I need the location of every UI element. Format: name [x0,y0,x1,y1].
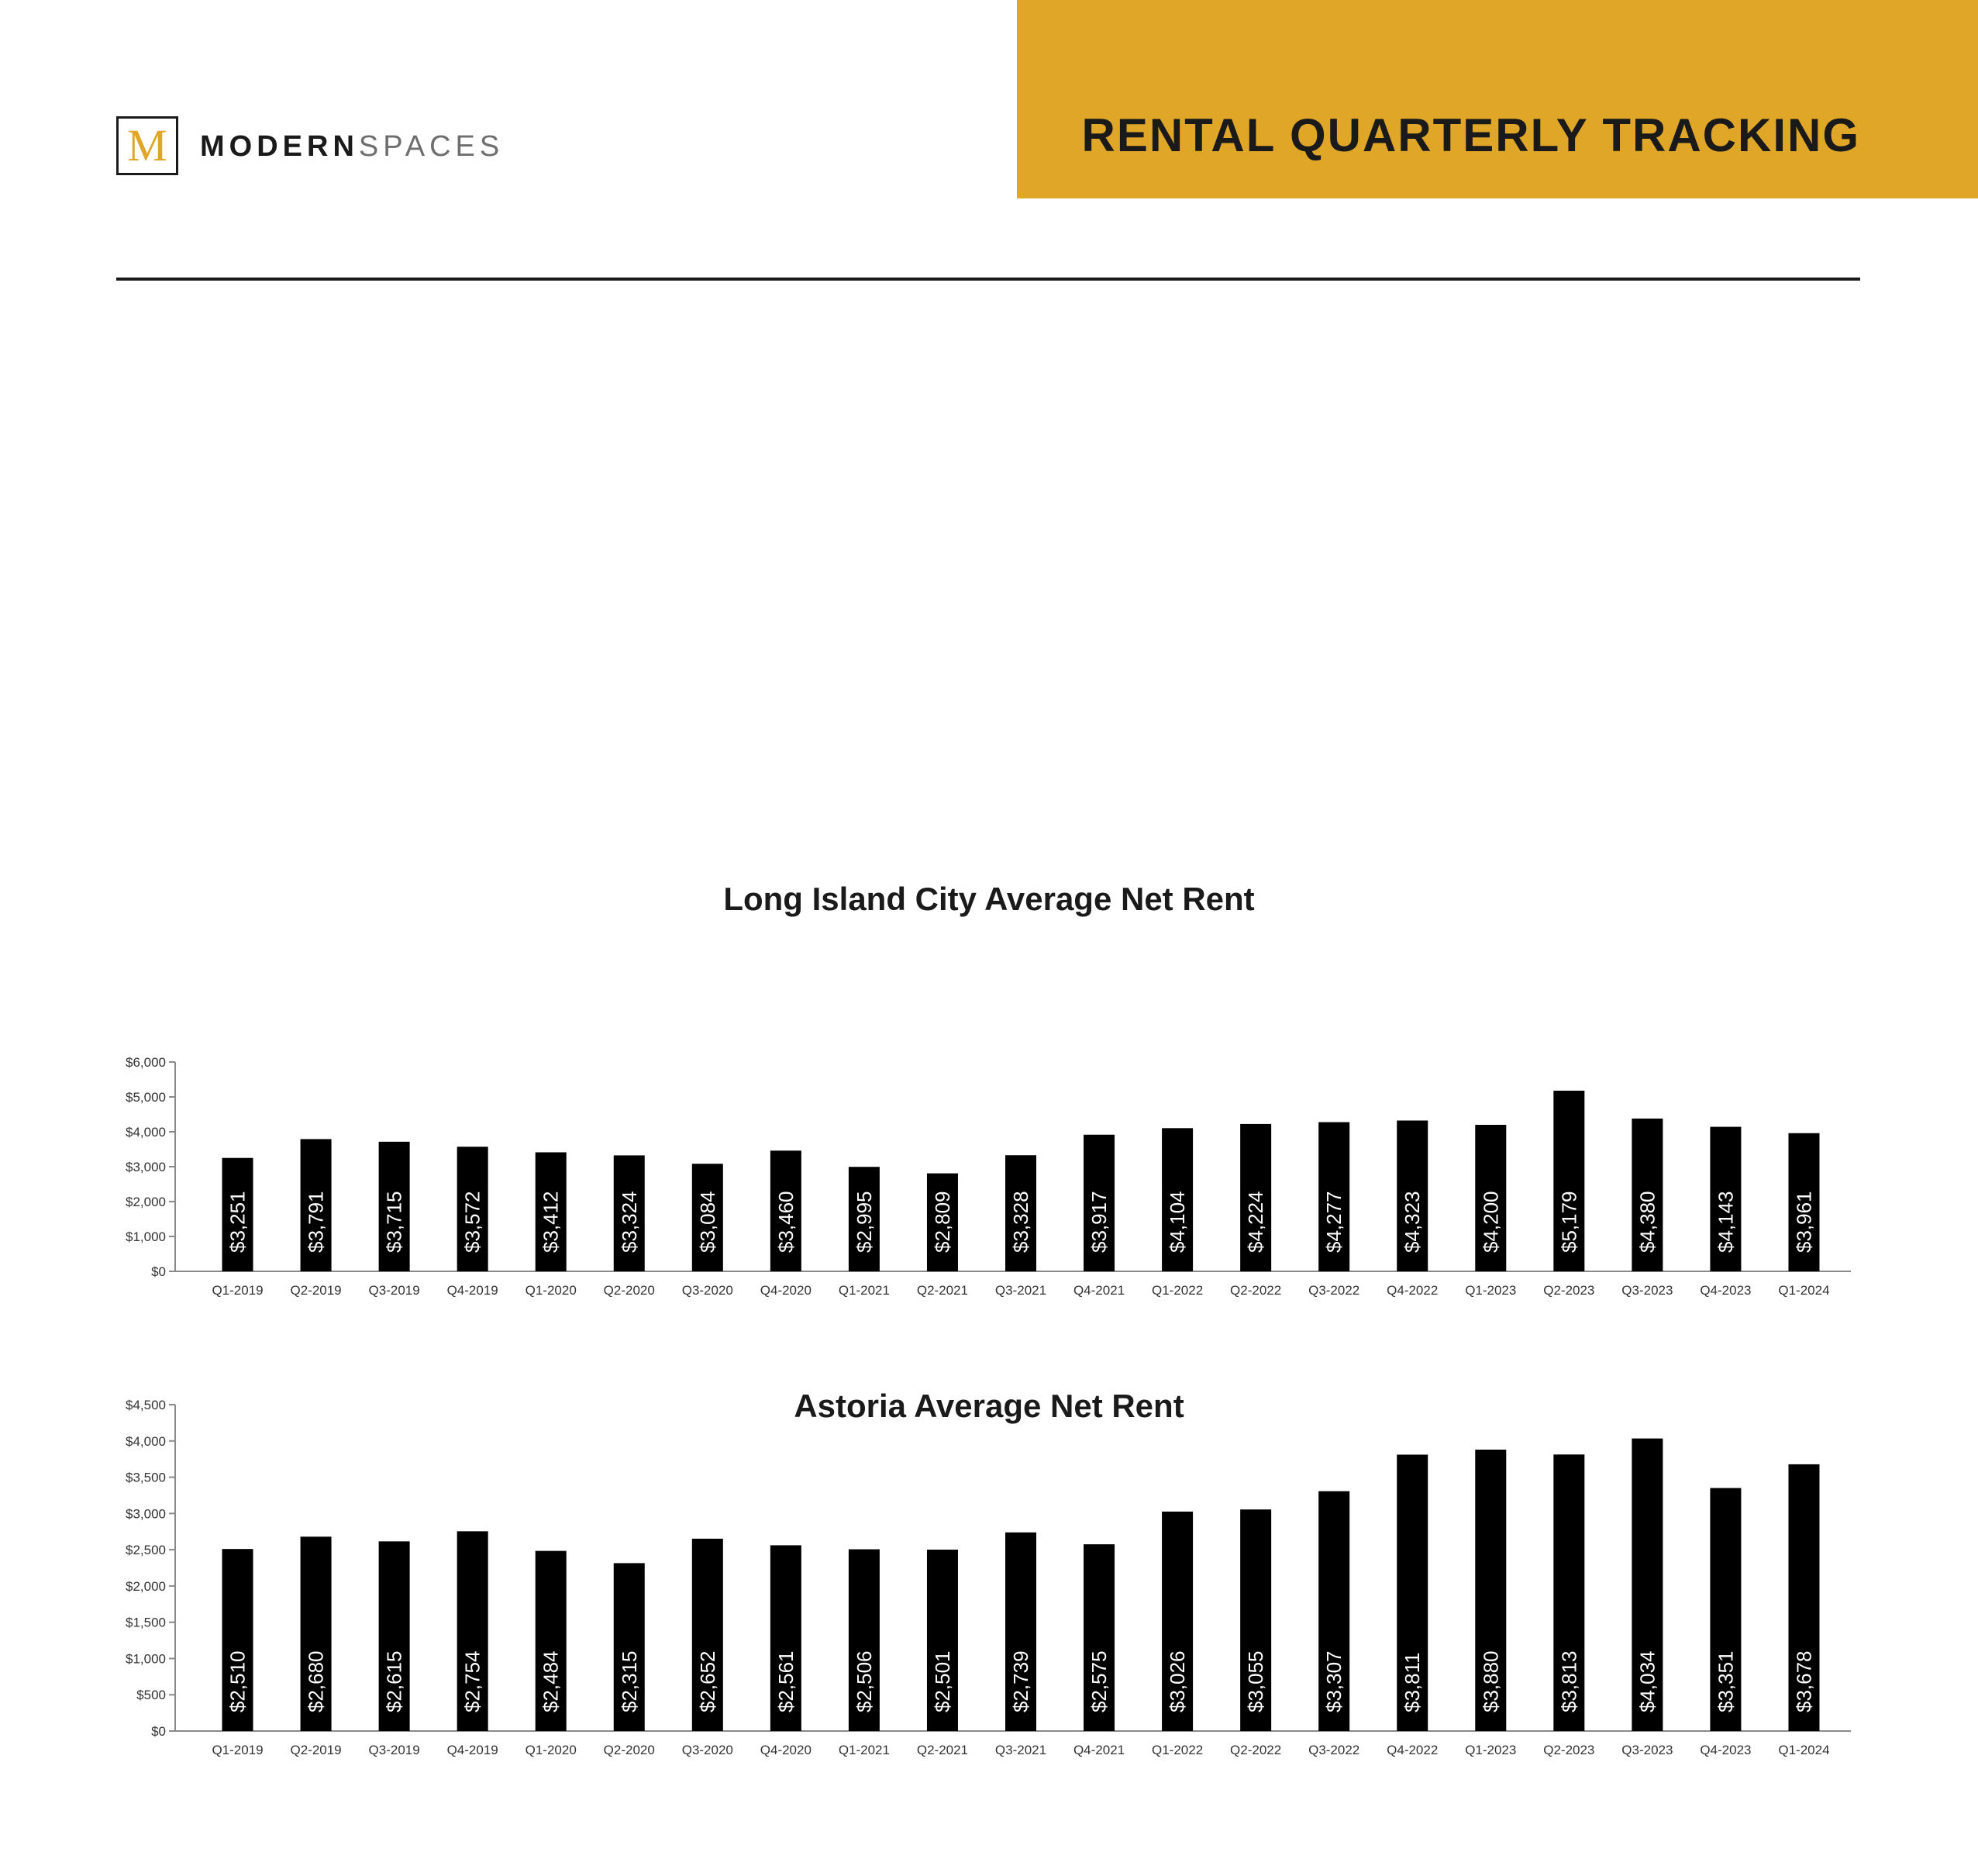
header-band [1017,0,1978,198]
data-label: $3,324 [617,1191,641,1253]
data-label: $2,680 [304,1650,328,1712]
y-tick-label: $6,000 [126,1055,166,1070]
x-tick-label: Q1-2022 [1152,1283,1204,1298]
y-tick-label: $2,000 [126,1195,166,1209]
x-tick-label: Q3-2019 [368,1743,420,1757]
data-label: $3,351 [1714,1650,1738,1712]
x-tick-label: Q2-2021 [916,1743,969,1757]
data-label: $3,251 [226,1191,250,1253]
data-label: $2,754 [460,1650,484,1712]
data-label: $3,026 [1166,1650,1190,1712]
data-label: $3,715 [382,1191,406,1253]
x-tick-label: Q1-2021 [838,1743,890,1757]
x-tick-label: Q3-2021 [994,1283,1047,1298]
x-tick-label: Q2-2020 [603,1743,655,1757]
x-tick-label: Q2-2019 [290,1743,342,1757]
y-tick-label: $3,000 [126,1506,166,1522]
y-tick-label: $1,000 [126,1229,166,1244]
x-tick-label: Q3-2022 [1308,1743,1360,1757]
data-label: $3,572 [460,1191,484,1253]
y-tick-label: $2,000 [126,1578,166,1594]
x-tick-label: Q4-2021 [1073,1743,1125,1757]
data-label: $3,961 [1792,1191,1816,1253]
data-label: $2,561 [774,1650,798,1712]
chart-title-lic: Long Island City Average Net Rent [723,881,1255,917]
data-label: $3,055 [1244,1650,1268,1712]
x-tick-label: Q4-2019 [446,1283,498,1298]
data-label: $3,412 [539,1191,563,1253]
x-tick-label: Q4-2023 [1700,1743,1752,1757]
x-tick-label: Q4-2019 [446,1743,498,1757]
y-tick-label: $4,000 [126,1125,166,1140]
data-label: $2,652 [695,1650,719,1712]
y-tick-label: $5,000 [126,1090,166,1105]
y-tick-label: $0 [151,1264,166,1279]
logo-mark: M [116,116,178,175]
x-tick-label: Q2-2023 [1543,1743,1595,1757]
data-label: $3,460 [774,1191,798,1253]
x-tick-label: Q1-2019 [212,1283,264,1298]
data-label: $2,506 [852,1650,876,1712]
x-tick-label: Q1-2020 [525,1283,577,1298]
data-label: $3,880 [1479,1650,1503,1712]
data-label: $4,224 [1244,1191,1268,1253]
data-label: $3,813 [1557,1650,1581,1712]
x-tick-label: Q4-2020 [760,1743,812,1757]
data-label: $3,328 [1009,1191,1032,1253]
x-tick-label: Q4-2020 [760,1283,812,1298]
x-tick-label: Q4-2022 [1387,1743,1439,1757]
data-label: $4,323 [1401,1191,1425,1253]
data-label: $2,809 [930,1191,954,1253]
data-label: $2,995 [852,1191,876,1253]
x-tick-label: Q4-2021 [1073,1283,1125,1298]
y-tick-label: $3,000 [126,1160,166,1174]
page-title: RENTAL QUARTERLY TRACKING [1081,109,1860,161]
data-label: $3,084 [695,1191,719,1253]
x-tick-label: Q3-2020 [681,1283,733,1298]
data-label: $4,277 [1322,1191,1346,1253]
data-label: $4,034 [1635,1650,1659,1712]
x-tick-label: Q2-2022 [1230,1283,1282,1298]
data-label: $4,200 [1479,1191,1503,1253]
data-label: $2,575 [1087,1650,1111,1712]
x-tick-label: Q1-2019 [212,1743,264,1757]
data-label: $3,811 [1401,1652,1425,1712]
logo-wordmark [200,132,504,161]
data-label: $2,501 [930,1650,954,1712]
y-tick-label: $2,500 [126,1543,166,1558]
y-tick-label: $4,500 [126,1398,166,1412]
header-divider [116,278,1860,281]
x-tick-label: Q3-2022 [1308,1283,1360,1298]
x-tick-label: Q1-2024 [1778,1283,1830,1298]
data-label: $2,484 [539,1650,563,1712]
chart-title-astoria: Astoria Average Net Rent [794,1388,1184,1424]
data-label: $2,315 [617,1650,641,1712]
x-tick-label: Q2-2021 [916,1283,969,1298]
data-label: $4,104 [1166,1191,1190,1253]
x-tick-label: Q3-2023 [1621,1283,1673,1298]
y-tick-label: $3,500 [126,1470,166,1485]
y-tick-label: $1,500 [126,1615,166,1630]
x-tick-label: Q3-2019 [368,1283,420,1298]
y-tick-label: $500 [136,1688,166,1703]
x-tick-label: Q2-2022 [1230,1743,1282,1757]
x-tick-label: Q1-2023 [1465,1743,1517,1757]
data-label: $2,510 [226,1650,250,1712]
data-label: $2,739 [1009,1650,1032,1712]
y-tick-label: $4,000 [126,1433,166,1449]
chart-astoria [0,1388,1978,1760]
data-label: $3,307 [1322,1650,1346,1712]
data-label: $3,678 [1792,1650,1816,1712]
logo-word-light: SPACES [358,130,505,163]
y-tick-label: $0 [151,1724,166,1739]
x-tick-label: Q4-2022 [1387,1283,1439,1298]
data-label: $3,917 [1087,1191,1111,1253]
x-tick-label: Q1-2020 [525,1743,577,1757]
y-tick-label: $1,000 [126,1651,166,1667]
x-tick-label: Q3-2023 [1621,1743,1673,1757]
x-tick-label: Q3-2020 [681,1743,733,1757]
x-tick-label: Q4-2023 [1700,1283,1752,1298]
x-tick-label: Q3-2021 [994,1743,1047,1757]
x-tick-label: Q2-2023 [1543,1283,1595,1298]
data-label: $3,791 [304,1191,328,1253]
x-tick-label: Q1-2024 [1778,1743,1830,1757]
x-tick-label: Q1-2021 [838,1283,890,1298]
data-label: $4,380 [1635,1191,1659,1253]
data-label: $5,179 [1557,1191,1581,1253]
x-tick-label: Q2-2020 [603,1283,655,1298]
x-tick-label: Q2-2019 [290,1283,342,1298]
logo-word-bold: MODERN [200,130,359,163]
data-label: $4,143 [1714,1191,1738,1253]
x-tick-label: Q1-2022 [1152,1743,1204,1757]
data-label: $2,615 [382,1650,406,1712]
x-tick-label: Q1-2023 [1465,1283,1517,1298]
